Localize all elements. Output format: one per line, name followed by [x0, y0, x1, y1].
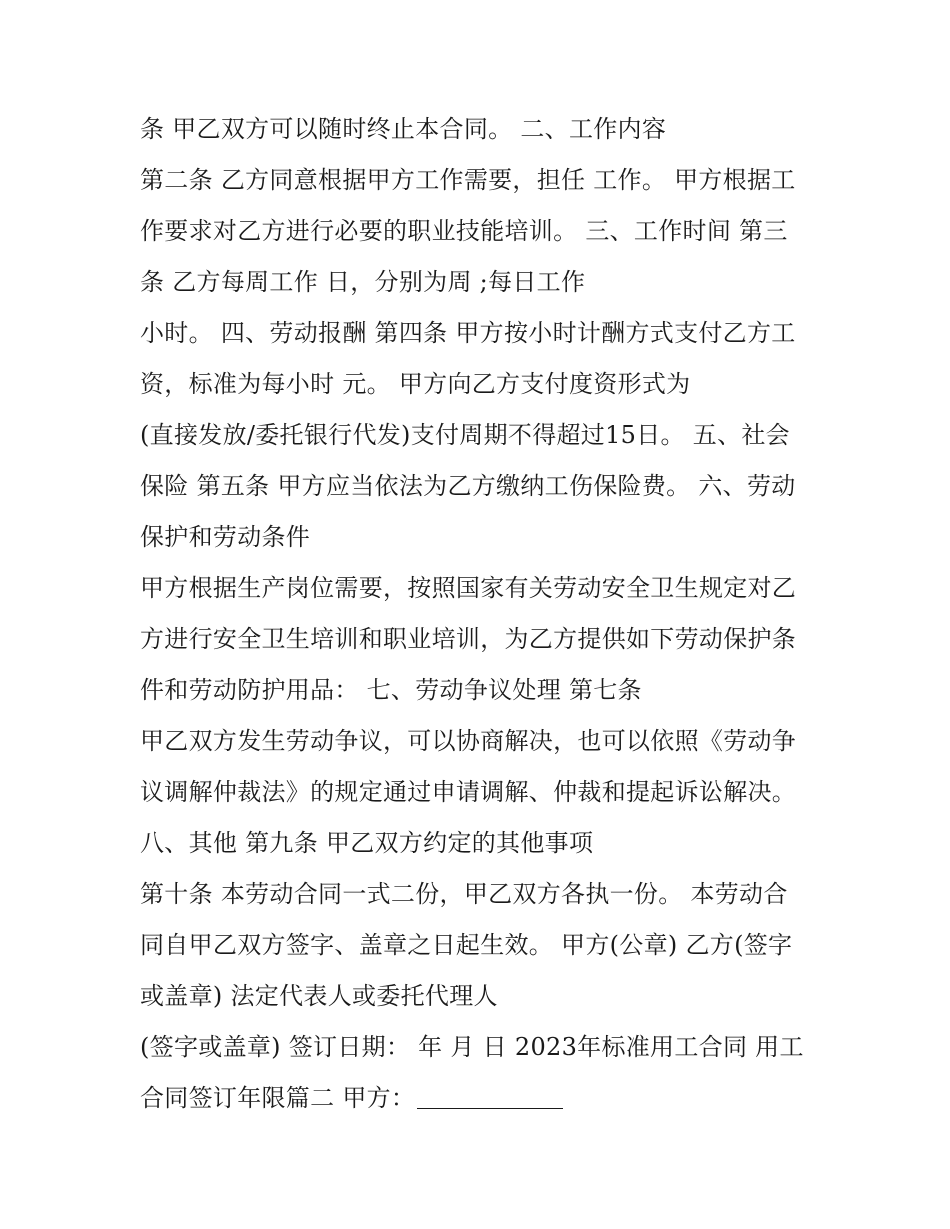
text-line: 条 甲乙双方可以随时终止本合同。 二、工作内容	[140, 115, 667, 143]
text-line: 方进行安全卫生培训和职业培训，为乙方提供如下劳动保护条	[140, 625, 797, 653]
text-line: 件和劳动防护用品： 七、劳动争议处理 第七条	[140, 676, 642, 704]
text-line: 甲方根据生产岗位需要，按照国家有关劳动安全卫生规定对乙	[140, 574, 797, 602]
signature-blank-line	[417, 1084, 563, 1109]
text-line: 同自甲乙双方签字、盖章之日起生效。 甲方(公章) 乙方(签字	[140, 931, 793, 959]
text-line: (直接发放/委托银行代发)支付周期不得超过15日。 五、社会	[140, 421, 790, 449]
party-a-label: 合同签订年限篇二 甲方：	[140, 1084, 416, 1112]
text-line: 保险 第五条 甲方应当依法为乙方缴纳工伤保险费。 六、劳动	[140, 472, 796, 500]
text-line: 议调解仲裁法》的规定通过申请调解、仲裁和提起诉讼解决。	[140, 778, 797, 806]
text-line: 资，标准为每小时 元。 甲方向乙方支付度资形式为	[140, 370, 691, 398]
text-line: (签字或盖章) 签订日期： 年 月 日 2023年标准用工合同 用工	[140, 1033, 804, 1061]
text-line: 甲乙双方发生劳动争议，可以协商解决，也可以依照《劳动争	[140, 727, 797, 755]
document-body	[140, 104, 830, 1124]
text-line: 条 乙方每周工作 日，分别为周 ;每日工作	[140, 268, 586, 296]
text-line: 保护和劳动条件	[140, 523, 311, 551]
text-line: 作要求对乙方进行必要的职业技能培训。 三、工作时间 第三	[140, 217, 788, 245]
text-line: 或盖章) 法定代表人或委托代理人	[140, 982, 498, 1010]
last-text-line	[140, 1073, 830, 1124]
text-line: 八、其他 第九条 甲乙双方约定的其他事项	[140, 829, 594, 857]
text-line: 第十条 本劳动合同一式二份，甲乙双方各执一份。 本劳动合	[140, 880, 788, 908]
text-line: 第二条 乙方同意根据甲方工作需要，担任 工作。 甲方根据工	[140, 166, 796, 194]
text-line: 小时。 四、劳动报酬 第四条 甲方按小时计酬方式支付乙方工	[140, 319, 796, 347]
